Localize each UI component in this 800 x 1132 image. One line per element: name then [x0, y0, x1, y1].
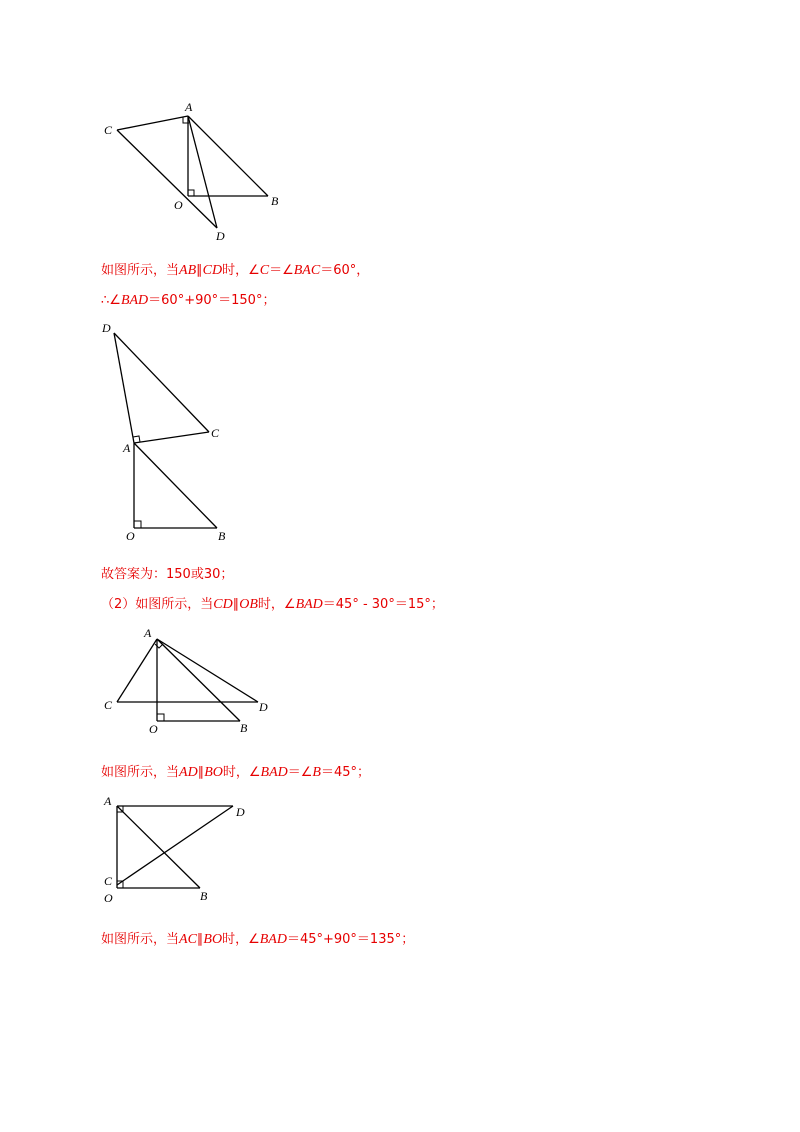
segment-ac: [134, 432, 209, 443]
solution-line-2: ∴∠BAD＝60°+90°＝150°；: [101, 293, 276, 308]
label-o: O: [149, 722, 158, 736]
segment-dc: [114, 333, 209, 432]
label-c: C: [104, 874, 113, 888]
solution-line-1: 如图所示，当AB∥CD时，∠C＝∠BAC＝60°，: [101, 263, 370, 278]
segment-ab: [117, 806, 200, 888]
label-d: D: [216, 229, 225, 243]
label-d: D: [102, 321, 111, 335]
label-b: B: [240, 721, 248, 735]
figure-1: [95, 95, 295, 250]
right-angle-mark-a: [155, 644, 163, 648]
label-a: A: [144, 626, 152, 640]
label-a: A: [185, 100, 193, 114]
figure-3: [95, 622, 275, 740]
label-b: B: [200, 889, 208, 903]
label-c: C: [211, 426, 220, 440]
segment-ca: [117, 116, 188, 130]
label-a: A: [123, 441, 131, 455]
segment-ab: [157, 639, 240, 721]
answer-line: 故答案为：150或30；: [101, 567, 234, 582]
label-o: O: [104, 891, 113, 905]
label-o: O: [174, 198, 183, 212]
label-b: B: [218, 529, 226, 543]
figure-4: [95, 790, 255, 908]
solution-line-4: 如图所示，当AD∥BO时，∠BAD＝∠B＝45°；: [101, 765, 370, 780]
solution-line-3: （2）如图所示，当CD∥OB时，∠BAD＝45° - 30°＝15°；: [101, 597, 444, 612]
right-angle-mark-o: [157, 714, 164, 721]
segment-ca: [117, 639, 157, 702]
figure-2: [95, 318, 240, 546]
label-b: B: [271, 194, 279, 208]
label-d: D: [259, 700, 268, 714]
segment-ad: [188, 116, 217, 228]
segment-ab: [188, 116, 268, 196]
label-o: O: [126, 529, 135, 543]
right-angle-mark-o: [134, 521, 141, 528]
segment-cd: [117, 806, 233, 885]
label-a: A: [104, 794, 112, 808]
right-angle-mark-o: [188, 190, 194, 196]
solution-line-5: 如图所示，当AC∥BO时，∠BAD＝45°+90°＝135°；: [101, 932, 415, 947]
label-c: C: [104, 123, 113, 137]
segment-ab: [134, 443, 217, 528]
segment-da: [114, 333, 134, 443]
segment-cd: [117, 130, 217, 228]
label-d: D: [236, 805, 245, 819]
segment-ad: [157, 639, 258, 702]
label-c: C: [104, 698, 113, 712]
